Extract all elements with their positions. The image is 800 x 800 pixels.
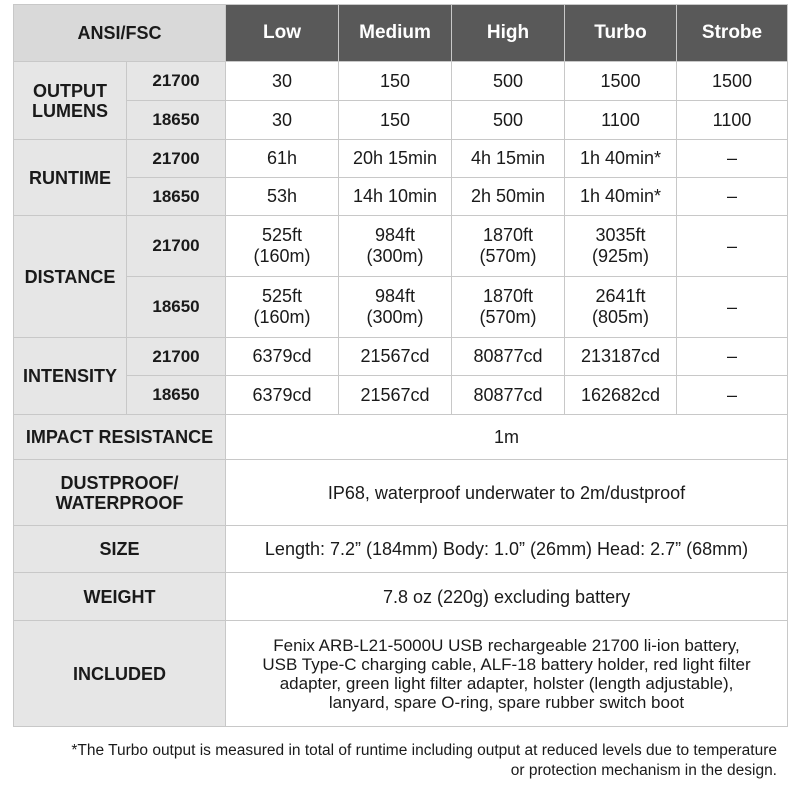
intensity-label: INTENSITY <box>14 338 127 415</box>
distance-m: (805m) <box>592 307 650 327</box>
table-cell: – <box>677 178 788 216</box>
battery-18650: 18650 <box>127 376 226 415</box>
distance-ft: 525ft <box>261 286 303 306</box>
distance-m: (570m) <box>479 246 537 266</box>
runtime-row-21700 <box>14 140 788 178</box>
distance-m: (925m) <box>592 246 650 266</box>
table-cell <box>452 216 565 277</box>
table-cell: 4h 15min <box>452 140 565 178</box>
distance-row-21700 <box>14 216 788 277</box>
distance-ft: 525ft <box>261 225 303 245</box>
included-label: INCLUDED <box>14 621 226 727</box>
dustproof-value: IP68, waterproof underwater to 2m/dustproof <box>226 460 788 526</box>
distance-row-18650 <box>14 277 788 338</box>
output-lumens-row-18650 <box>14 101 788 140</box>
table-cell: 500 <box>452 62 565 101</box>
table-cell: 53h <box>226 178 339 216</box>
table-cell: 1500 <box>565 62 677 101</box>
table-cell: 30 <box>226 62 339 101</box>
table-cell: 1100 <box>677 101 788 140</box>
table-cell: 162682cd <box>565 376 677 415</box>
table-cell: 21567cd <box>339 376 452 415</box>
table-cell <box>339 277 452 338</box>
table-cell: 21567cd <box>339 338 452 376</box>
distance-m: (160m) <box>253 246 311 266</box>
header-high: High <box>452 5 565 62</box>
header-turbo: Turbo <box>565 5 677 62</box>
table-cell: – <box>677 376 788 415</box>
battery-21700: 21700 <box>127 140 226 178</box>
table-cell: 1100 <box>565 101 677 140</box>
table-cell <box>226 277 339 338</box>
output-lumens-label-line1: OUTPUT <box>33 80 107 101</box>
dustproof-label-line1: DUSTPROOF/ <box>60 472 179 493</box>
distance-ft: 1870ft <box>482 286 534 306</box>
table-cell: 6379cd <box>226 338 339 376</box>
header-row <box>14 5 788 62</box>
battery-18650: 18650 <box>127 101 226 140</box>
runtime-label: RUNTIME <box>14 140 127 216</box>
distance-ft: 2641ft <box>595 286 646 306</box>
intensity-row-21700 <box>14 338 788 376</box>
dustproof-label <box>14 460 226 526</box>
included-row <box>14 621 788 727</box>
runtime-row-18650 <box>14 178 788 216</box>
size-value: Length: 7.2” (184mm) Body: 1.0” (26mm) Head: 2.7” (68mm) <box>226 526 788 573</box>
distance-m: (300m) <box>366 246 424 266</box>
table-cell: – <box>677 216 788 277</box>
distance-m: (160m) <box>253 307 311 327</box>
table-cell: 150 <box>339 101 452 140</box>
impact-resistance-row <box>14 415 788 460</box>
included-value <box>226 621 788 727</box>
footnote-line2: or protection mechanism in the design. <box>510 762 777 779</box>
table-cell: 20h 15min <box>339 140 452 178</box>
header-low: Low <box>226 5 339 62</box>
table-cell: 500 <box>452 101 565 140</box>
weight-value: 7.8 oz (220g) excluding battery <box>226 573 788 621</box>
table-cell: 61h <box>226 140 339 178</box>
table-cell <box>226 216 339 277</box>
impact-resistance-value: 1m <box>226 415 788 460</box>
included-line: adapter, green light filter adapter, holster (length adjustable), <box>279 673 734 693</box>
table-cell: 80877cd <box>452 376 565 415</box>
table-cell <box>565 216 677 277</box>
table-cell: 1h 40min* <box>565 178 677 216</box>
distance-ft: 1870ft <box>482 225 534 245</box>
footnote-line1: *The Turbo output is measured in total of runtime including output at reduced levels due to temperature <box>71 742 777 759</box>
table-cell <box>339 216 452 277</box>
battery-21700: 21700 <box>127 62 226 101</box>
included-line: lanyard, spare O-ring, spare rubber switch boot <box>328 692 685 712</box>
table-cell: – <box>677 140 788 178</box>
weight-label: WEIGHT <box>14 573 226 621</box>
table-cell: 80877cd <box>452 338 565 376</box>
table-cell: – <box>677 338 788 376</box>
size-row <box>14 526 788 573</box>
table-cell: 150 <box>339 62 452 101</box>
intensity-row-18650 <box>14 376 788 415</box>
table-cell: 14h 10min <box>339 178 452 216</box>
table-cell: 30 <box>226 101 339 140</box>
battery-18650: 18650 <box>127 277 226 338</box>
output-lumens-label-line2: LUMENS <box>32 100 108 121</box>
distance-m: (300m) <box>366 307 424 327</box>
impact-resistance-label: IMPACT RESISTANCE <box>14 415 226 460</box>
battery-21700: 21700 <box>127 338 226 376</box>
table-cell: 6379cd <box>226 376 339 415</box>
table-cell: 2h 50min <box>452 178 565 216</box>
header-ansi-fsc: ANSI/FSC <box>14 5 226 62</box>
table-cell: – <box>677 277 788 338</box>
included-line: USB Type-C charging cable, ALF-18 battery holder, red light filter <box>262 654 751 674</box>
table-cell: 1h 40min* <box>565 140 677 178</box>
dustproof-row <box>14 460 788 526</box>
size-label: SIZE <box>14 526 226 573</box>
distance-label: DISTANCE <box>14 216 127 338</box>
included-line: Fenix ARB-L21-5000U USB rechargeable 21700 li-ion battery, <box>273 635 740 655</box>
table-cell: 213187cd <box>565 338 677 376</box>
table-cell: 1500 <box>677 62 788 101</box>
table-cell <box>452 277 565 338</box>
dustproof-label-line2: WATERPROOF <box>55 492 184 513</box>
header-strobe: Strobe <box>677 5 788 62</box>
distance-ft: 984ft <box>374 225 416 245</box>
output-lumens-row-21700 <box>14 62 788 101</box>
header-medium: Medium <box>339 5 452 62</box>
specifications-table <box>13 4 788 727</box>
weight-row <box>14 573 788 621</box>
battery-21700: 21700 <box>127 216 226 277</box>
battery-18650: 18650 <box>127 178 226 216</box>
distance-m: (570m) <box>479 307 537 327</box>
table-cell <box>565 277 677 338</box>
turbo-footnote <box>13 741 777 781</box>
distance-ft: 3035ft <box>595 225 646 245</box>
distance-ft: 984ft <box>374 286 416 306</box>
output-lumens-label <box>14 62 127 140</box>
